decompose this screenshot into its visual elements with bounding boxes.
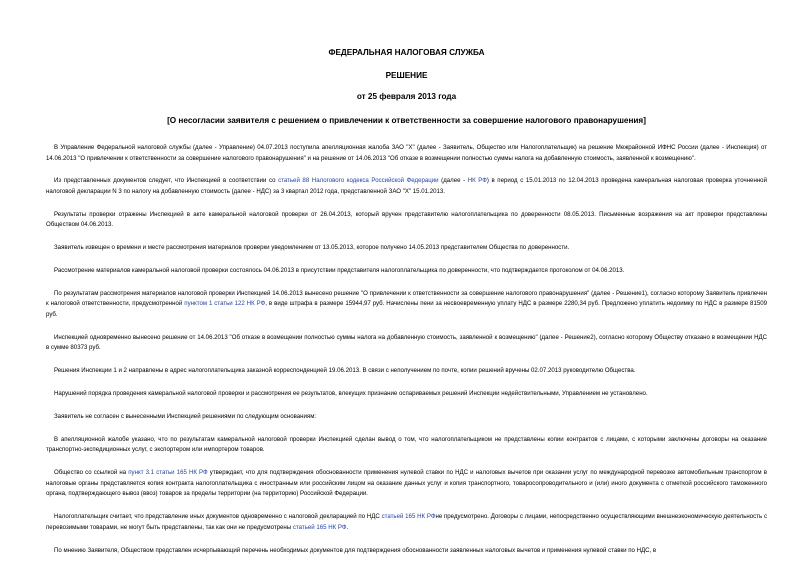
paragraph-9: Нарушений порядка проведения камеральной налоговой проверки и рассмотрения ее результатов, влекущих признание оспариваемых решений Инспекции недействительными, Управлением не установлено. (54, 390, 648, 398)
paragraph-3: Результаты проверки отражены Инспекцией в акте камеральной налоговой проверки от 26.04.2013, который вручен представителю налогоплательщика по доверенности 08.05.2013. Письменные возражения на акт проверки представлены Обществом 04.06.2013. (46, 210, 767, 229)
paragraph-2-text-c: ) в период с 15.01.2013 по 12.04.2013 проведена камеральная налоговая проверка уточненной налоговой декларации N 3 по налогу на добавленную стоимость (далее - НДС) за 3 квартал 2012 года, представленной ЗАО "X" 15.01.2013. (46, 177, 767, 195)
link-art88-nk-rf[interactable]: статьей 88 Налогового кодекса Российской Федерации (278, 177, 439, 185)
document-date: от 25 февраля 2013 года (356, 92, 457, 101)
paragraph-10: Заявитель не согласен с вынесенными Инспекцией решениями по следующим основаниям: (54, 413, 317, 421)
paragraph-6-text-b: , в виде штрафа в размере 15944,97 руб. Начислены пени за несвоевременную уплату НДС в размере 2280,34 руб. Предложено уплатить недоимку по НДС в размере 81509 руб. (46, 300, 767, 318)
document-subject: [О несогласии заявителя с решением о привлечении к ответственности за совершение налогового правонарушения] (167, 116, 646, 125)
paragraph-2-text-a: Из представленных документов следует, что Инспекцией в соответствии со (54, 177, 279, 185)
link-p31-art165-nk-rf[interactable]: пункт 3.1 статьи 165 НК РФ (128, 469, 208, 477)
paragraph-4: Заявитель извещен о времени и месте рассмотрения материалов проверки уведомлением от 13.05.2013, которое получено 14.05.2013 представителем Общества по доверенности. (54, 244, 570, 252)
link-nk-rf[interactable]: НК РФ (467, 177, 487, 185)
paragraph-2 (46, 176, 767, 197)
paragraph-13 (46, 512, 767, 533)
paragraph-12-text-b: утверждает, что для подтверждения обоснованности применения нулевой ставки по НДС и налоговых вычетов при оказании услуг по международной перевозке автомобильным транспортом в налоговые органы представляется копия контракта налогоплательщика с иностранным или российским лицом на оказание данных услуг и копия транспортного, товаросопроводительного и (или) иного документа с отметкой российского таможенного органа, подтверждающего вывоз (ввоз) товаров за пределы территории (на территорию) Российской Федерации. (46, 469, 767, 498)
document-kind-heading: РЕШЕНИЕ (385, 71, 428, 80)
paragraph-13-text-b: не предусмотрено. Договоры с лицами, непосредственно осуществляющими внешнеэкономическую деятельность с перевозимыми товарами, не могут быть представлены, так как они не предусмотрены (46, 513, 768, 531)
paragraph-1: В Управление Федеральной налоговой службы (далее - Управление) 04.07.2013 поступила апелляционная жалоба ЗАО "X" (далее - Заявитель, Общество или Налогоплательщик) на решение Межрайонной ИФНС России (далее - Инспекция) от 14.06.2013 "О привлечении к ответственности за совершение налогового правонарушения" и на решение от 14.06.2013 "Об отказе в возмещении полностью суммы налога на добавленную стоимость, заявленной к возмещению". (46, 144, 767, 162)
paragraph-6 (46, 289, 767, 321)
paragraph-12 (46, 468, 767, 500)
paragraph-6-text-a: По результатам рассмотрения материалов налоговой проверки Инспекцией 14.06.2013 вынесено решение "О привлечении к ответственности за совершение налогового правонарушения" (далее - Решение1), согласно которому Заявитель привлечен к налоговой ответственности, предусмотренной (46, 289, 767, 308)
organization-heading: ФЕДЕРАЛЬНАЯ НАЛОГОВАЯ СЛУЖБА (328, 48, 485, 57)
paragraph-14: По мнению Заявителя, Обществом представлен исчерпывающий перечень необходимых документов для подтверждения обоснованности заявленных налоговых вычетов и применения нулевой ставки по НДС, в (54, 546, 657, 554)
paragraph-2-text-b: (далее - (438, 177, 468, 185)
paragraph-7: Инспекцией одновременно вынесено решение от 14.06.2013 "Об отказе в возмещении полностью суммы налога на добавленную стоимость, заявленной к возмещению" (далее - Решение2), согласно которому Обществу отказано в возмещении НДС в сумме 80373 руб. (46, 333, 767, 352)
link-p1-art122-nk-rf[interactable]: пунктом 1 статьи 122 НК РФ (184, 300, 266, 308)
link-art165-nk-rf-2[interactable]: статьей 165 НК РФ (292, 523, 347, 531)
link-art165-nk-rf-1[interactable]: статьей 165 НК РФ (381, 513, 436, 521)
paragraph-12-text-a: Общество со ссылкой на (54, 469, 129, 477)
paragraph-13-text-a: Налогоплательщик считает, что представление иных документов одновременно с налоговой декларацией по НДС (54, 513, 382, 521)
paragraph-11: В апелляционной жалобе указано, что по результатам камеральной налоговой проверки Инспекцией сделан вывод о том, что налогоплательщиком не представлены копии контрактов с лицами, с которыми заключены договоры на оказание транспортно-экспедиционных услуг, с экспортером или импортером товаров. (46, 435, 767, 454)
paragraph-13-text-c: . (346, 523, 349, 531)
paragraph-5: Рассмотрение материалов камеральной налоговой проверки состоялось 04.06.2013 в присутствии представителя налогоплательщика по доверенности, что подтверждается протоколом от 04.06.2013. (54, 267, 625, 275)
paragraph-8: Решения Инспекции 1 и 2 направлены в адрес налогоплательщика заказной корреспонденцией 19.06.2013. В связи с неполучением по почте, копии решений вручены 02.07.2013 руководителю Общества. (54, 367, 636, 375)
